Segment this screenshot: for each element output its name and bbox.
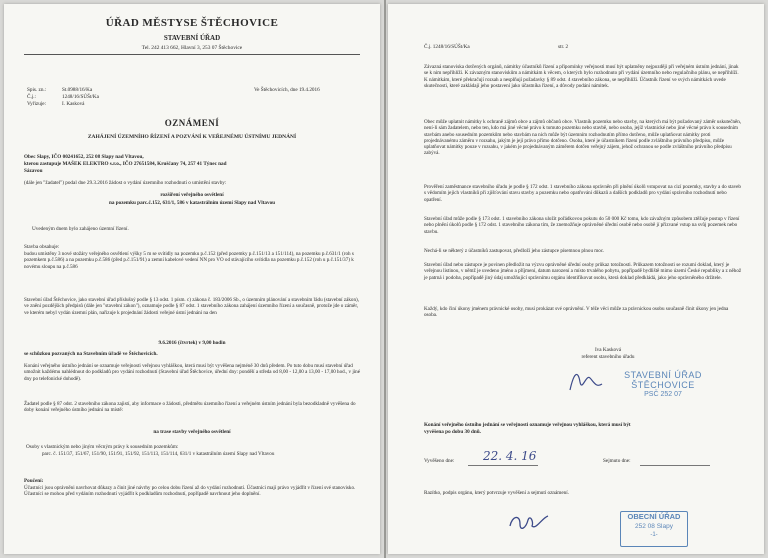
paragraph-3: Prověření zaměstnance stavebního úřadu je podle § 172 odst. 1 stavebního zákona oprávněn při plnění úkolů vstupovat na cizí pozemky, stavby a do staveb s vědomím jejich vlastníků při zjišťování stavu stavby a pozemku nebo opatřování důkazů a dalších podkladů pro vydání správního rozhodnutí nebo opatření.	[424, 184, 741, 203]
posted-value: 22. 4. 16	[483, 449, 537, 463]
signature-mark	[566, 366, 606, 396]
posting-line-2: vyvěšena po dobu 30 dnů.	[424, 429, 481, 435]
header-divider	[24, 54, 360, 55]
signer-name: Iva Kasková	[594, 347, 622, 353]
project-name: rozšíření veřejného osvětlení	[160, 192, 224, 198]
cj-value: 1248/16/SÚŠt/Ka	[62, 94, 99, 100]
page-num: str. 2	[558, 44, 569, 50]
paragraph-4: Stavební úřad může podle § 173 odst. 1 stavebního zákona uložit pořádkovou pokutu do 50 000 Kč tomu, kdo závažným způsobem ztěžuje postup v řízení nebo plnění úkolů podle § 172 odst. 1 stavebního zákona tím, že znemožňuje oprávněné úřední osobě nebo osobě jí přizvané vstup na svůj pozemek nebo stavbu.	[424, 216, 740, 235]
hearing-date: 9.6.2016 (čtvrtek) v 9,00 hodin	[158, 340, 226, 346]
applicant-line-4: (dále jen "žadatel") podal dne 29.3.2016 žádost o vydání územního rozhodnutí o umístění stavby:	[24, 180, 227, 186]
stamp-1-line-1: STAVEBNÍ ÚŘAD	[624, 370, 702, 380]
stamp-2-line-3: -1-	[650, 532, 658, 538]
document-page-1	[4, 4, 380, 554]
signer-role: referent stavebního úřadu	[581, 354, 635, 360]
stamp-footer: Razítko, podpis orgánu, který potvrzuje vyvěšení a sejmutí oznámení.	[424, 490, 569, 496]
applicant-line-3: Sázavou	[24, 168, 43, 174]
spis-label: Spis. zn.:	[27, 87, 47, 93]
office-name: ÚŘAD MĚSTYSE ŠTĚCHOVICE	[105, 17, 279, 29]
doc-title: OZNÁMENÍ	[164, 118, 220, 128]
posting-line-1: Konání veřejného ústního jednání se veřejnosti oznamuje veřejnou vyhláškou, která musí být	[424, 422, 631, 428]
project-location: na pozemku parc.č.152, 631/1, 586 v katastrálním území Slapy nad Vltavou	[108, 200, 276, 206]
removed-label: Sejmuto dne:	[603, 458, 631, 464]
affected-list: parc. č. 151/37, 151/67, 151/90, 151/91, 151/92, 151/113, 151/114, 631/1 v katastrálním území Slapy nad Vltavou	[42, 451, 275, 457]
poučení-title: Poučení:	[24, 478, 44, 484]
posted-label: Vyvěšeno dne:	[424, 458, 455, 464]
office-sub: STAVEBNÍ ÚŘAD	[163, 34, 221, 42]
poučení-text: Účastníci jsou oprávněni navrhovat důkazy a činit jiné návrhy po celou dobu řízení až do vydání rozhodnutí. Účastníci mají právo vyjádřit v řízení své stanovisko. Účastníci se mohou před vydáním rozhodnutí vyjádřit k podkladům rozhodnutí, popřípadě navrhnout jeho doplnění.	[24, 485, 356, 498]
vyrizuje-value: I. Kasková	[62, 101, 85, 107]
stamp-1-line-3: PSČ 252 07	[644, 391, 682, 398]
page-ref: Č.j. 1248/16/SÚŠt/Ka	[424, 44, 470, 50]
stamp-building-office	[618, 370, 708, 408]
content-label: Stavba obsahuje:	[24, 244, 60, 250]
removed-underline	[640, 465, 710, 466]
public-paragraph: Konání veřejného ústního jednání se oznamuje veřejnosti veřejnou vyhláškou, která musí být vyvěšena nejméně 30 dnů předem. Po tuto dobu musí stavební úřad umožnit každému nahlédnout do podkladů pro vydání rozhodnutí (Stavební úřad Štěchovice, úřední dny: pondělí a středa od 8,00 - 12,00 a 13,00 - 17,00 hod., v jiné dny po telefonické dohodě).	[24, 363, 360, 382]
started-text: Uvedeným dnem bylo zahájeno územní řízení.	[32, 226, 129, 232]
office-contact: Tel. 242 413 662, Hlavní 3, 253 07 Štěchovice	[141, 45, 243, 51]
doc-subtitle: ZAHÁJENÍ ÚZEMNÍHO ŘÍZENÍ A POZVÁNÍ K VEŘEJNÉMU ÚSTNÍMU JEDNÁNÍ	[87, 134, 297, 140]
cj-label: Č.j.:	[27, 94, 36, 100]
applicant-line-2: kterou zastupuje MAŠEK ELEKTRO s.r.o., IČO 27651584, Kruščany 74, 257 41 Týnec nad	[24, 161, 227, 167]
paragraph-5: Nechá-li se některý z účastníků zastupovat, předloží jeho zástupce písemnou plnou moc.	[424, 248, 605, 254]
authority-paragraph: Stavební úřad Štěchovice, jako stavební úřad příslušný podle § 13 odst. 1 písm. c) zákona č. 183/2006 Sb., o územním plánování a stavebním řádu (stavební zákon), ve znění pozdějších předpisů (dále jen "stavební zákon"), oznamuje podle § 87 odst. 1 stavebního zákona zahájení územního řízení a současně, protože jde o záměr, ve kterém nebyl vydán územní plán, nařizuje k projednání žádosti veřejné ústní jednání na den	[24, 297, 359, 316]
signature-mark-2	[506, 508, 552, 536]
hearing-place: se schůzkou pozvaných na Stavebním úřadě ve Štěchovicích.	[24, 351, 158, 357]
paragraph-2: Obec může uplatnit námitky k ochraně zájmů obce a zájmů občanů obce. Vlastník pozemku nebo stavby, na kterých má být požadovaný záměr uskutečněn, není-li sám žadatelem, nebo ten, kdo má jiné věcné právo k tomuto pozemku nebo stavbě, nebo osoba, jejíž vlastnické nebo jiné věcné právo k sousedním stavbám anebo sousedním pozemkům nebo stavbám na nich může být územním rozhodnutím přímo dotčeno, může uplatňovat námitky proti projednávanému záměru v rozsahu, jakým je její právo přímo dotčeno. Osoba, které je účastníkem řízení podle zvláštního právního předpisu, může uplatňovat námitky pouze v rozsahu, v jakém je projednávaným záměrem dotčen veřejný zájem, jehož ochranou se podle zvláštního právního předpisu zabývá.	[424, 119, 742, 157]
page-fold	[384, 0, 386, 558]
notice-heading: na trase stavby veřejného osvětlení	[153, 429, 231, 435]
applicant-paragraph: Žadatel podle § 87 odst. 2 stavebního zákona zajistí, aby informace o žádosti, předmětu územního řízení a veřejném ústním jednání byla bezodkladně vyvěšena do doby konání veřejného ústního jednání na místě:	[24, 401, 356, 414]
stamp-1-line-2: ŠTĚCHOVICE	[631, 380, 695, 390]
paragraph-7: Každý, kdo činí úkony jménem právnické osoby, musí prokázat své oprávnění. V téže věci může za právnickou osobu současně činit úkony jen jedna osoba.	[424, 306, 729, 319]
stamp-2-line-2: 252 08 Slapy	[635, 523, 673, 530]
applicant-line-1: Obec Slapy, IČO 00241652, 252 08 Slapy nad Vltavou,	[24, 154, 144, 160]
place-date: Ve Štěchovicích, dne 19.4.2016	[254, 87, 320, 93]
posted-underline	[468, 465, 538, 466]
content-text: budou umístěny 3 nové stožáry veřejného osvětlení výšky 5 m se svítidly na pozemku p.č.152 (před pozemky p.č.151/13 a 151/114), na pozemku p.č.631/1 (roh s pozemkem p.č.586) a na pozemku p.č.586 (před p.č.151/91) a zemní kabelové vedení NN pro VO od stávajícího svítidla na pozemku p.č.152 (roh u p.č.151/37) k novému sloupu na p.č.586	[24, 251, 354, 270]
stamp-municipal-office	[620, 511, 688, 547]
vyrizuje-label: Vyřizuje:	[27, 101, 47, 107]
affected-label: Osoby s vlastnickým nebo jiným věcným právy k sousedním pozemkům:	[26, 444, 179, 450]
paragraph-1: Závazná stanoviska dotčených orgánů, námitky účastníků řízení a připomínky veřejnosti musí být uplatněny nejpozději při veřejném ústním jednání, jinak se k nim nepřihlíží. K závazným stanoviskům a námitkám k věcem, o kterých bylo rozhodnuto při vydání územního nebo regulačního plánu, se nepřihlíží. K námitkám, které překračují rozsah a nesplňují požadavky § 89 odst. 4 stavebního zákona, se nepřihlíží. Účastník řízení ve svých námitkách uvede skutečnosti, které zakládají jeho postavení jako účastníka řízení, a důvody podání námitek.	[424, 64, 739, 89]
paragraph-6: Stavební úřad nebo zástupce je povinen předložit na výzvu oprávněné úřední osoby průkaz totožnosti. Průkazem totožnosti se rozumí doklad, který je veřejnou listinou, v němž je uvedeno jméno a příjmení, datum narození a místo trvalého pobytu, popřípadě bydliště mimo území České republiky a z něhož je patrná i podoba, popřípadě jiný údaj umožňující správnímu orgánu identifikovat osobu, která doklad předkládá, jako jeho oprávněného držitele.	[424, 262, 742, 281]
spis-value: St.0988/16/Ka	[62, 87, 93, 93]
stamp-2-line-1: OBECNÍ ÚŘAD	[627, 512, 681, 521]
document-page-2	[388, 4, 764, 554]
